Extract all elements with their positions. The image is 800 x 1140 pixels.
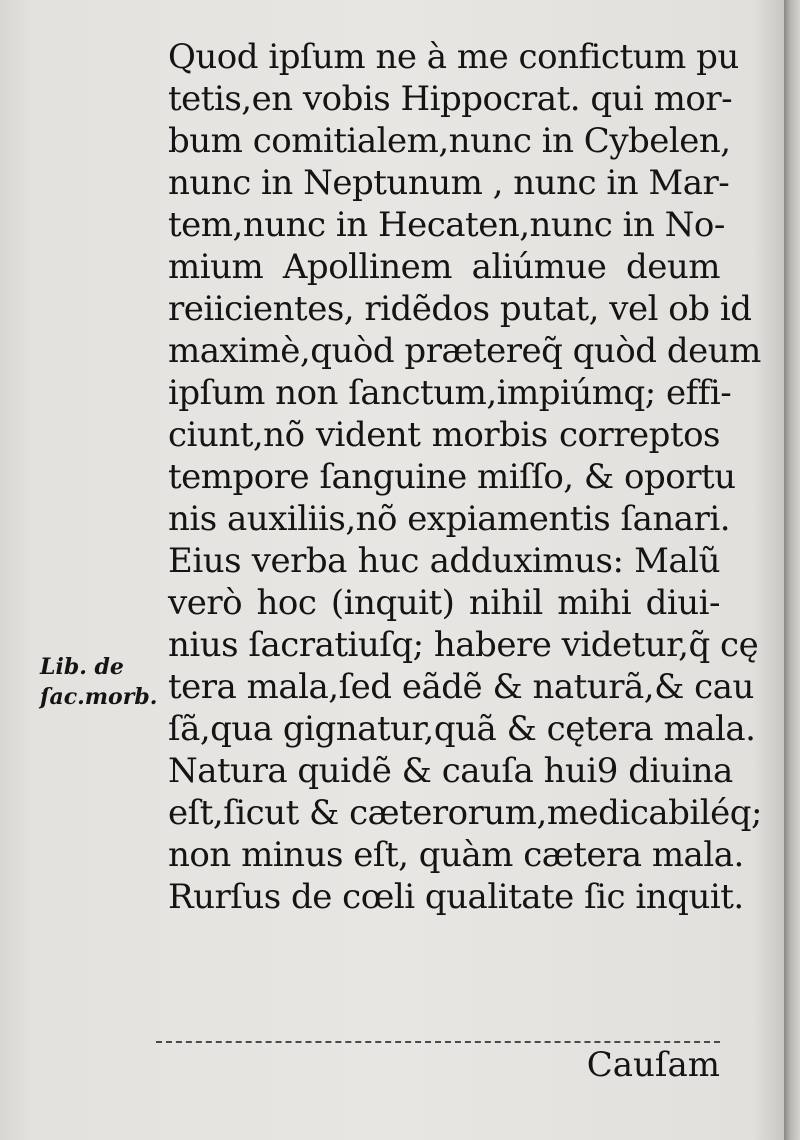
text-line: mium Apollinem aliúmue deum [168,247,720,287]
catchword: Cauſam [586,1045,720,1085]
text-line: ſã,qua gignatur,quã & cętera mala. [168,709,756,749]
text-line: maximè,quòd prætereq̃ quòd deum [168,331,761,371]
text-line: tetis,en vobis Hippocrat. qui mor- [168,79,733,119]
text-line: Quod ipſum ne à me confictum pu [168,37,739,77]
margin-note [40,652,160,712]
text-line: ciunt,nõ vident morbis correptos [168,415,720,455]
text-line: eſt,ſicut & cæterorum,medicabiléq; [168,793,762,833]
text-line: tempore ſanguine miſſo, & oportu [168,457,736,497]
margin-note-line: ſac.morb. [40,684,158,710]
text-line: Eius verba huc adduximus: Malũ [168,541,720,581]
margin-note-line: Lib. de [40,654,124,680]
text-line: tem,nunc in Hecaten,nunc in No- [168,205,725,245]
bottom-rule [156,1041,720,1043]
text-line: tera mala,ſed eãdẽ & naturã,& cau [168,667,754,707]
text-line: nunc in Neptunum , nunc in Mar- [168,163,730,203]
text-line: nis auxiliis,nõ expiamentis ſanari. [168,499,731,539]
text-line: bum comitialem,nunc in Cybelen, [168,121,731,161]
text-line: non minus eſt, quàm cætera mala. [168,835,744,875]
text-line: ipſum non ſanctum,impiúmq; effi- [168,373,732,413]
text-line: Natura quidẽ & cauſa hui9 diuina [168,751,733,791]
text-line: nius ſacratiuſq; habere videtur,q̃ cę [168,625,759,665]
page-edge-shadow [784,0,800,1140]
text-line: Rurſus de cœli qualitate ſic inquit. [168,877,744,917]
main-text-block [168,36,762,918]
text-line: reiicientes, ridẽdos putat, vel ob id [168,289,752,329]
text-line: verò hoc (inquit) nihil mihi diui- [168,583,720,623]
